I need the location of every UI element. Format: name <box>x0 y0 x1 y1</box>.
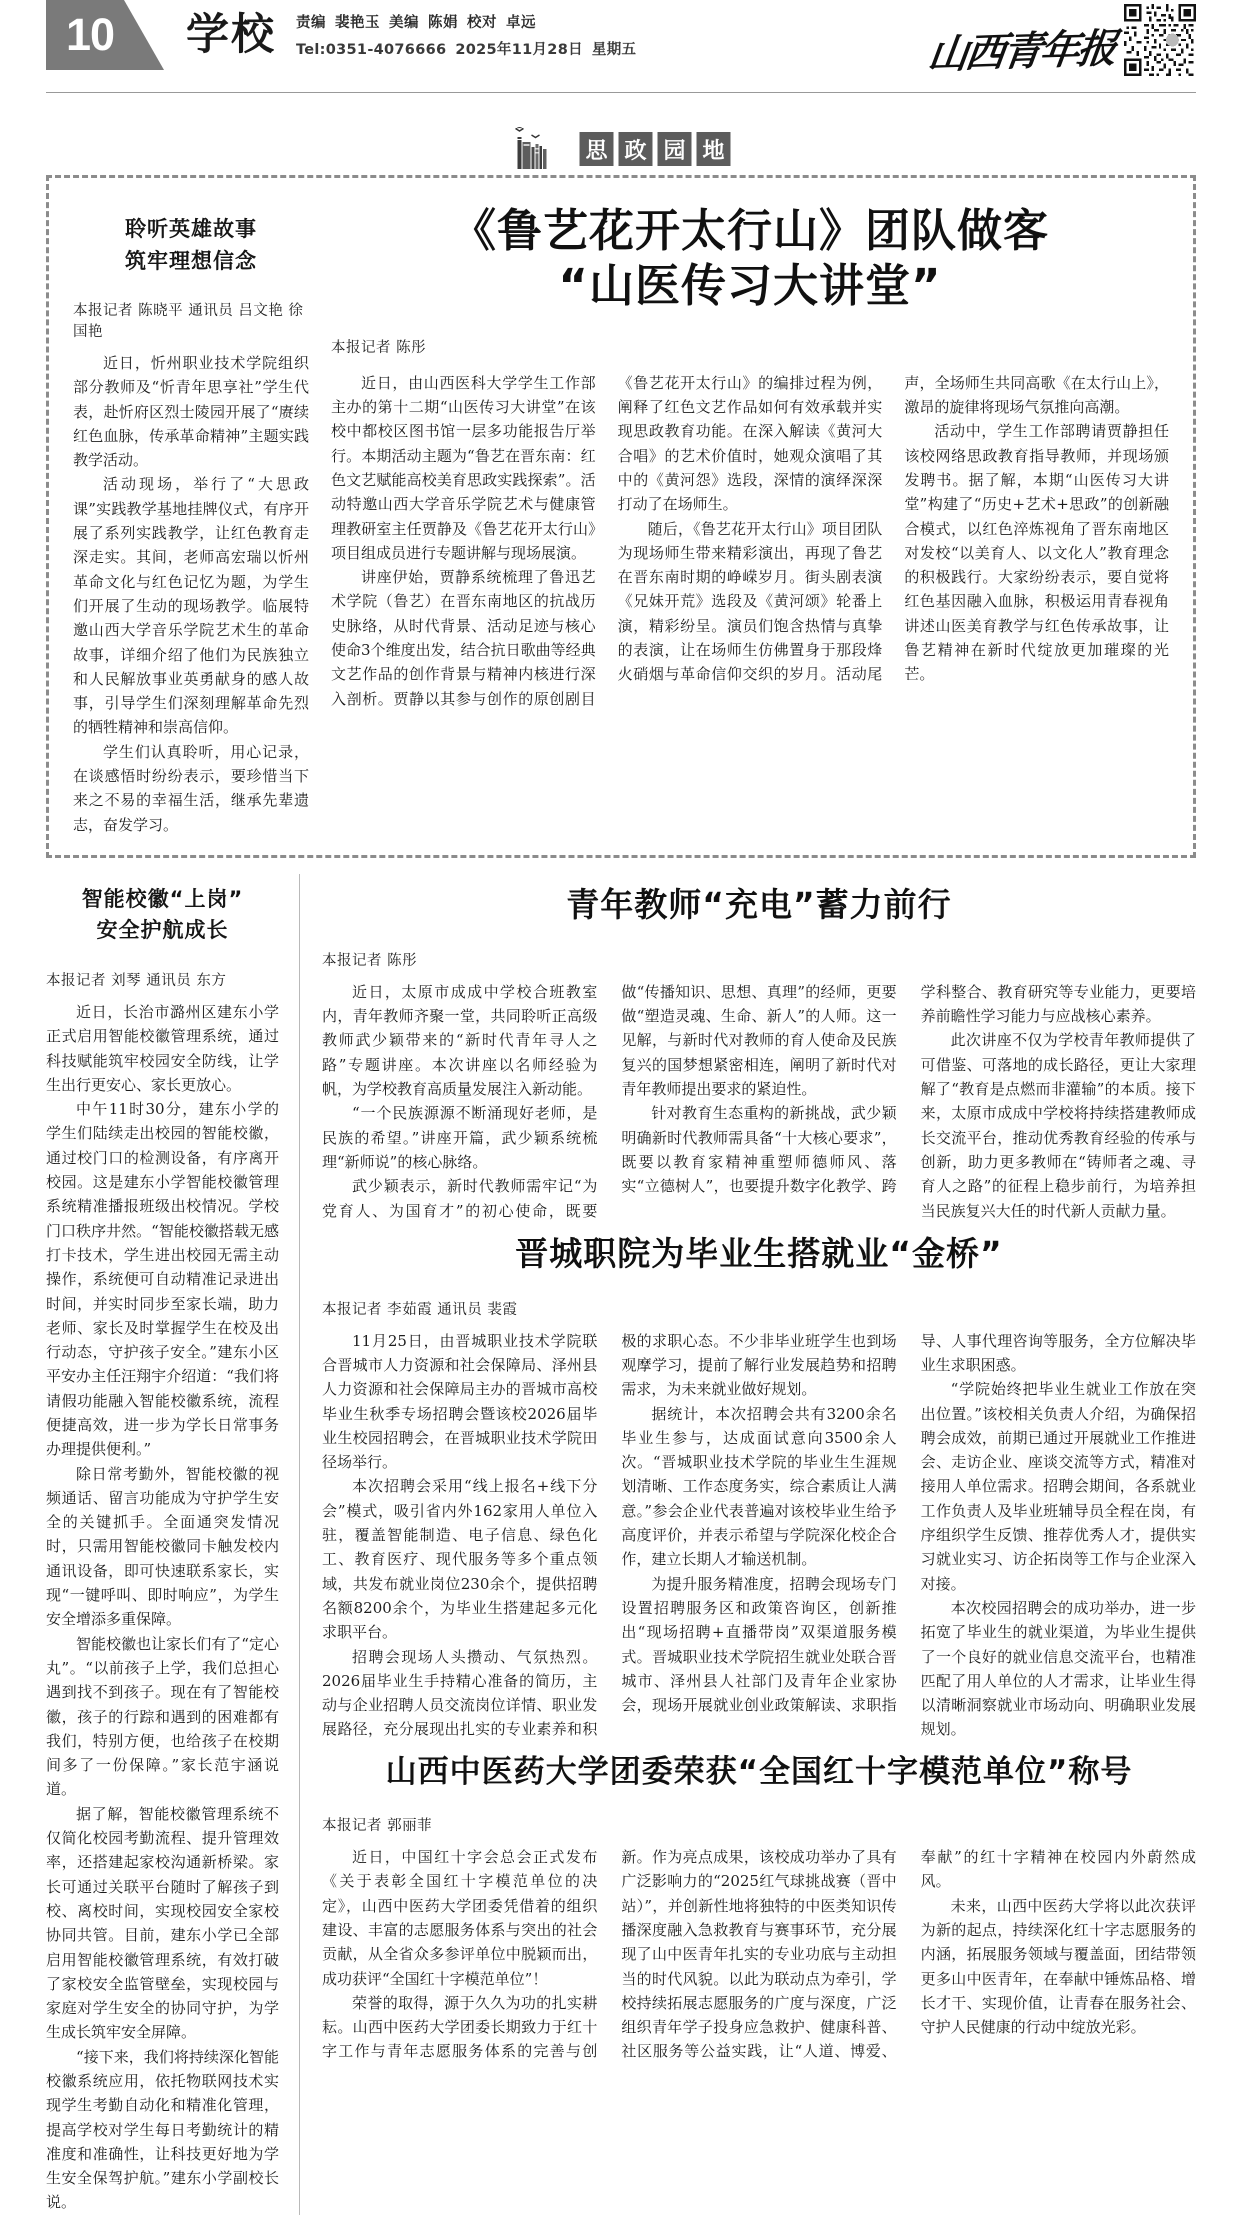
weekday-label: 星期五 <box>591 42 637 59</box>
banner-char-1: 政 <box>619 132 653 166</box>
credit-role-designer: 美编 <box>389 15 419 31</box>
feature-side-byline: 本报记者 陈晓平 通讯员 吕文艳 徐国艳 <box>73 303 304 340</box>
banner-char-0: 思 <box>580 132 614 166</box>
paragraph: 随后，《鲁艺花开太行山》项目团队为现场师生带来精彩演出，再现了鲁艺在晋东南时期的峥嵘岁月。街头剧表演《兄妹开荒》选段及《黄河颂》轮番上演，精彩纷呈。演员们饱含热情与真挚的表演，让在场师生仿佛置身于那段烽火硝烟与革命信仰交织的岁月。活动尾声，全场师生共同高歌《在太行山上》，激昂的旋律将现场气氛推向高潮。 <box>617 373 1169 684</box>
credit-role-editor: 责编 <box>296 15 326 31</box>
paragraph: 武少颖表示，新时代教师需牢记“为党育人、为国育才”的初心使命，既要做“传播知识、思想、真理”的经师，更要做“塑造灵魂、生命、新人”的人师。这一见解，与新时代对教师的育人使命及民族复兴的国梦想紧密相连，阐明了新时代对青年教师提出要求的紧迫性。 <box>322 982 897 1220</box>
feature-headline <box>331 204 1169 314</box>
jincheng-article-body <box>322 1329 1196 1742</box>
credit-role-proofreader: 校对 <box>467 15 497 31</box>
paragraph: 近日，忻州职业技术学院组织部分教师及“忻青年思享社”学生代表，赴忻府区烈士陵园开展了“赓续红色血脉，传承革命精神”主题实践教学活动。 <box>73 354 309 470</box>
paragraph: 中午11时30分，建东小学的学生们陆续走出校园的智能校徽，通过校门口的检测设备，有序离开校园。这是建东小学智能校徽管理系统精准播报班级出校情况。学校门口秩序井然。“智能校徽搭载无感打卡技术，学生进出校园无需主动操作，系统便可自动精准记录进出时间，并实时同步至家长端，助力老师、家长及时掌握学生在校及出行动态，守护孩子安全。”建东小区平安办主任汪翔宇介绍道：“我们将请假功能融入智能校徽系统，流程便捷高效，进一步为学长日常事务办理提供便利。” <box>46 1100 279 1459</box>
left-article-headline <box>46 884 279 947</box>
tcm-article-byline: 本报记者 郭丽菲 <box>322 1818 433 1835</box>
publication-date: 2025年11月28日 <box>455 42 583 59</box>
contact-and-date <box>296 39 645 61</box>
paragraph: 未来，山西中医药大学将以此次获评为新的起点，持续深化红十字志愿服务的内涵，拓展服务领域与覆盖面，团结带领更多山中医青年，在奉献中锤炼品格、增长才干、实现价值，让青春在服务社会、守护人民健康的行动中绽放光彩。 <box>920 1896 1196 2037</box>
feature-headline-line2: “山医传习大讲堂” <box>558 258 942 312</box>
feature-kicker-line2: 筑牢理想信念 <box>125 248 257 273</box>
banner-char-2: 园 <box>658 132 692 166</box>
paper-nameplate: 山西青年报 <box>925 24 1117 79</box>
left-article-body <box>46 1000 279 2215</box>
feature-main-byline: 本报记者 陈彤 <box>331 339 427 356</box>
jincheng-article-headline: 晋城职院为毕业生搭就业“金桥” <box>515 1233 1003 1273</box>
section-title: 学校 <box>186 10 276 60</box>
feature-main-article <box>327 200 1169 837</box>
jincheng-article-byline: 本报记者 李茹霞 通讯员 裴霞 <box>322 1301 518 1318</box>
credit-name-proofreader: 卓远 <box>506 15 536 31</box>
paragraph: 除日常考勤外，智能校徽的视频通话、留言功能成为守护学生安全的关键抓手。全面通突发情况时，只需用智能校徽同卡触发校内通讯设备，即可快速联系家长，实现“一键呼叫、即时响应”，为学生安全增添多重保障。 <box>46 1464 279 1629</box>
paragraph: 据了解，智能校徽管理系统不仅简化校园考勤流程、提升管理效率，还搭建起家校沟通新桥梁。家长可通过关联平台随时了解孩子到校、离校时间，实现校园安全家校协同共管。目前，建东小学已全部启用智能校徽管理系统，有效打破了家校安全监管壁垒，实现校园与家庭对学生安全的协同守护，为学生成长筑牢安全屏障。 <box>46 1804 279 2042</box>
banner-label <box>580 132 731 169</box>
editor-credits <box>296 12 645 34</box>
article-jincheng-jobfair <box>322 1233 1196 1742</box>
right-column-stack <box>300 874 1196 2215</box>
credit-block <box>296 12 645 62</box>
paragraph: 讲座伊始，贾静系统梳理了鲁迅艺术学院（鲁艺）在晋东南地区的抗战历史脉络，从时代背景、活动足迹与核心使命3个维度出发，结合抗日歌曲等经典文艺作品的创作背景与精神内核进行深入剖析。贾静以其参与创作的原创剧目《鲁艺花开太行山》的编排过程为例，阐释了红色文艺作品如何有效承载并实现思政教育功能。在深入解读《黄河大合唱》的艺术价值时，她观众演唱了其中的《黄河怨》选段，深情的演绎深深打动了在场师生。 <box>331 373 883 708</box>
left-headline-line2: 安全护航成长 <box>96 918 229 943</box>
left-headline-line1: 智能校徽“上岗” <box>81 886 244 911</box>
paragraph: 活动现场，举行了“大思政课”实践教学基地挂牌仪式，有序开展了系列实践教学，让红色教育走深走实。其间，老师高宏瑞以忻州革命文化与红色记忆为题，为学生们开展了生动的现场教学。临展特邀山西大学音乐学院艺术生的革命故事，详细介绍了他们为民族独立和人民解放事业英勇献身的感人故事，引导学生们深刻理解革命先烈的牺牲精神和崇高信仰。 <box>73 475 309 737</box>
teacher-article-byline: 本报记者 陈彤 <box>322 952 418 969</box>
tcm-article-body <box>322 1845 1196 2064</box>
feature-side-article <box>73 200 327 837</box>
feature-main-body <box>331 371 1169 711</box>
paragraph: 11月25日，由晋城职业技术学院联合晋城市人力资源和社会保障局、泽州县人力资源和社会保障局主办的晋城市高校毕业生秋季专场招聘会暨该校2026届毕业生校园招聘会，在晋城职业技术学院田径场举行。 <box>322 1331 598 1472</box>
teacher-article-headline: 青年教师“充电”蓄力前行 <box>566 884 952 924</box>
telephone-label: Tel:0351-4076666 <box>296 42 447 59</box>
teacher-article-body <box>322 980 1196 1223</box>
paragraph: 近日，中国红十字会总会正式发布《关于表彰全国红十字模范单位的决定》，山西中医药大学团委凭借着的组织建设、丰富的志愿服务体系与突出的社会贡献，从全省众多参评单位中脱颖而出，成功获评“全国红十字模范单位”！ <box>322 1848 598 1988</box>
feature-side-body <box>73 351 309 837</box>
paragraph: 活动中，学生工作部聘请贾静担任该校网络思政教育指导教师，并现场颁发聘书。据了解，本期“山医传习大讲堂”构建了“历史+艺术+思政”的创新融合模式，以红色淬炼视角了晋东南地区对发校“以美育人、以文化人”教育理念的积极践行。大家纷纷表示，要自觉将红色基因融入血脉，积极运用青春视角讲述山医美育教学与红色传承故事，让鲁艺精神在新时代绽放更加璀璨的光芒。 <box>904 422 1169 684</box>
article-tcm-redcross <box>322 1752 1196 2064</box>
left-article-byline: 本报记者 刘琴 通讯员 东方 <box>46 972 227 989</box>
page-folio <box>46 0 164 70</box>
paragraph: 近日，由山西医科大学学生工作部主办的第十二期“山医传习大讲堂”在该校中都校区图书馆一层多功能报告厅举行。本期活动主题为“鲁艺在晋东南：红色文艺赋能高校美育思政实践探索”。活动特邀山西大学音乐学院艺术与健康管理教研室主任贾静及《鲁艺花开太行山》项目组成员进行专题讲解与现场展演。 <box>331 373 596 562</box>
masthead-right <box>925 0 1196 79</box>
paragraph: 近日，长治市潞州区建东小学正式启用智能校徽管理系统，通过科技赋能筑牢校园安全防线，让学生出行更安心、家长更放心。 <box>46 1002 279 1094</box>
qr-code-icon[interactable] <box>1124 4 1196 76</box>
article-young-teachers <box>322 884 1196 1223</box>
paragraph: “学院始终把毕业生就业工作放在突出位置。”该校相关负责人介绍，为确保招聘会成效，前期已通过开展就业工作推进会、走访企业、座谈交流等方式，精准对接用人单位需求。招聘会期间，各系就业工作负责人及毕业班辅导员全程在岗，有序组织学生反馈、推荐优秀人才，提供实习就业实习、访企拓岗等工作与企业深入对接。 <box>920 1380 1196 1593</box>
section-banner <box>46 107 1196 169</box>
paragraph: “接下来，我们将持续深化智能校徽系统应用，依托物联网技术实现学生考勤自动化和精准化管理，提高学校对学生每日考勤统计的精准度和准确性，让科技更好地为学生安全保驾护航。”建东小学副校长说。 <box>46 2047 279 2212</box>
paragraph: 近日，太原市成成中学校合班教室内，青年教师齐聚一堂，共同聆听正高级教师武少颖带来的“新时代青年寻人之路”专题讲座。本次讲座以名师经验为帆，为学校教育高质量发展注入新动能。 <box>322 982 598 1099</box>
paragraph: “一个民族源源不断涌现好老师，是民族的希望。”讲座开篇，武少颖系统梳理“新师说”的核心脉络。 <box>322 1104 598 1171</box>
paragraph: 据统计，本次招聘会共有3200余名毕业生参与，达成面试意向3500余人次。“晋城职业技术学院的毕业生生涯规划清晰、工作态度务实，综合素质让人满意。”参会企业代表普遍对该校毕业生给予高度评价，并表示希望与学院深化校企合作，建立长期人才输送机制。 <box>621 1404 897 1569</box>
feature-headline-line1: 《鲁艺花开太行山》团队做客 <box>450 204 1049 257</box>
banner-char-3: 地 <box>697 132 731 166</box>
lower-section <box>46 874 1196 2215</box>
left-column-article <box>46 874 300 2215</box>
paragraph: 智能校徽也让家长们有了“定心丸”。“以前孩子上学，我们总担心遇到找不到孩子。现在有了智能校徽，孩子的行踪和遇到的困难都有我们，特别方便，也给孩子在校期间多了一份保障。”家长范宇涵说道。 <box>46 1634 279 1799</box>
feature-article-box <box>46 175 1196 858</box>
feature-kicker <box>73 214 309 277</box>
masthead-rule <box>46 92 1196 93</box>
paragraph: 荣誉的取得，源于久久为功的扎实耕耘。山西中医药大学团委长期致力于红十字工作与青年志愿服务体系的完善与创新。作为亮点成果，该校成功举办了具有广泛影响力的“2025红气球挑战赛（晋中站）”，并创新性地将独特的中医类知识传播深度融入急救教育与赛事环节，充分展现了山中医青年扎实的专业功底与主动担当的时代风貌。以此为联动点为牵引，学校持续拓展志愿服务的广度与深度，广泛组织青年学子投身应急救护、健康科普、社区服务等公益实践，让“人道、博爱、奉献”的红十字精神在校园内外蔚然成风。 <box>322 1848 1196 2061</box>
paragraph: 招聘会现场人头攒动、气氛热烈。2026届毕业生手持精心准备的简历，主动与企业招聘人员交流岗位详情、职业发展路径，充分展现出扎实的专业素养和积极的求职心态。不少非毕业班学生也到场观摩学习，提前了解行业发展趋势和招聘需求，为未来就业做好规划。 <box>322 1331 897 1739</box>
paragraph: 学生们认真聆听，用心记录，在谈感悟时纷纷表示，要珍惜当下来之不易的幸福生活，继承先辈遗志，奋发学习。 <box>73 742 309 834</box>
page-number: 10 <box>65 9 115 60</box>
paragraph: 为提升服务精准度，招聘会现场专门设置招聘服务区和政策咨询区，创新推出“现场招聘+直播带岗”双渠道服务模式。晋城职业技术学院招生就业处联合晋城市、泽州县人社部门及青年企业家协会，现场开展就业创业政策解读、求职指导、人事代理咨询等服务，全方位解决毕业生求职困惑。 <box>621 1331 1196 1715</box>
books-and-birds-icon <box>512 115 574 169</box>
paragraph: 本次招聘会采用“线上报名+线下分会”模式，吸引省内外162家用人单位入驻，覆盖智能制造、电子信息、绿色化工、教育医疗、现代服务等多个重点领域，共发布就业岗位230余个，提供招聘名额8200余个，为毕业生搭建起多元化求职平台。 <box>322 1477 598 1642</box>
paragraph: 此次讲座不仅为学校青年教师提供了可借鉴、可落地的成长路径，更让大家理解了“教育是点燃而非灌输”的本质。接下来，太原市成成中学校将持续搭建教师成长交流平台，推动优秀教育经验的传承与创新，助力更多教师在“铸师者之魂、寻育人之路”的征程上稳步前行，为培养担当民族复兴大任的时代新人贡献力量。 <box>920 1031 1196 1220</box>
masthead <box>46 0 1196 92</box>
credit-name-designer: 陈娟 <box>428 15 458 31</box>
tcm-article-headline: 山西中医药大学团委荣获“全国红十字模范单位”称号 <box>385 1753 1133 1790</box>
credit-name-editor: 裴艳玉 <box>335 15 380 31</box>
feature-kicker-line1: 聆听英雄故事 <box>125 217 257 241</box>
paragraph: 针对教育生态重构的新挑战，武少颖明确新时代教师需具备“十大核心要求”，既要以教育家精神重塑师德师风、落实“立德树人”，也要提升数字化教学、跨学科整合、教育研究等专业能力，更要培养前瞻性学习能力与应战核心素养。 <box>621 982 1196 1196</box>
paragraph: 本次校园招聘会的成功举办，进一步拓宽了毕业生的就业渠道，为毕业生提供了一个良好的就业信息交流平台，也精准匹配了用人单位的人才需求，让毕业生得以清晰洞察就业市场动向、明确职业发展规划。 <box>920 1598 1196 1739</box>
